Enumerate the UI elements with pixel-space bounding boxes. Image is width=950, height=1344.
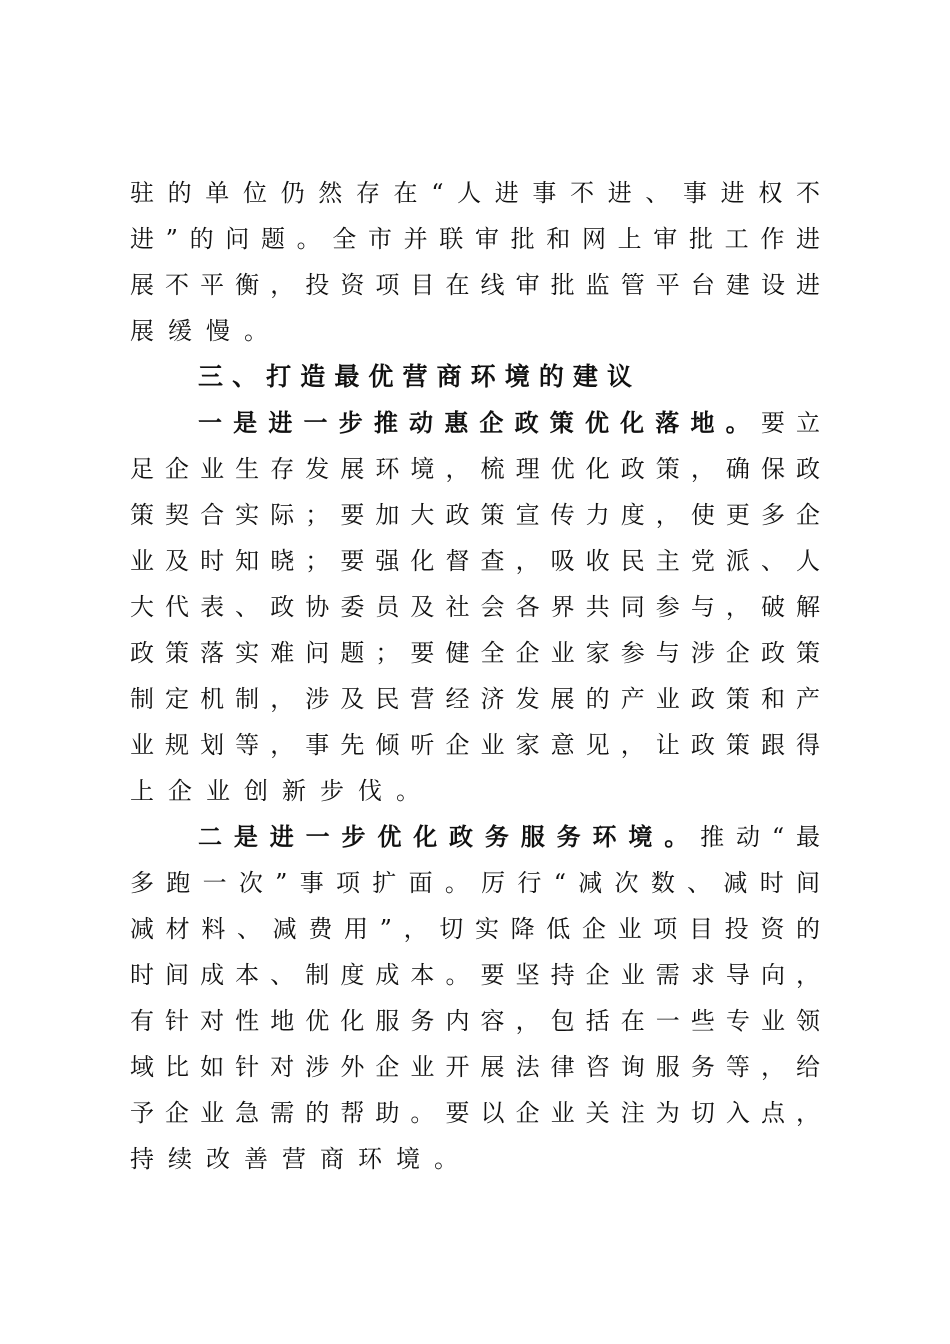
paragraph-line: 有针对性地优化服务内容，包括在一些专业领	[130, 1007, 822, 1035]
paragraph-line: 域比如针对涉外企业开展法律咨询服务等，给	[130, 1053, 822, 1081]
paragraph-lead: 二是进一步优化政务服务环境。	[198, 823, 701, 851]
paragraph-line: 业及时知晓；要强化督查，吸收民主党派、人	[130, 547, 822, 575]
paragraph-line: 多跑一次”事项扩面。厉行“减次数、减时间	[130, 869, 822, 897]
paragraph-line: 制定机制，涉及民营经济发展的产业政策和产	[130, 685, 822, 713]
paragraph-lead-rest: 要立	[760, 409, 823, 437]
paragraph-line: 予企业急需的帮助。要以企业关注为切入点，	[130, 1099, 822, 1127]
paragraph-line: 大代表、政协委员及社会各界共同参与，破解	[130, 593, 822, 621]
paragraph-line: 策契合实际；要加大政策宣传力度，使更多企	[130, 501, 822, 529]
paragraph-line: 展缓慢。	[130, 317, 282, 345]
section-heading: 三、打造最优营商环境的建议	[198, 362, 638, 391]
paragraph-lead-rest: 推动“最	[700, 823, 822, 851]
paragraph-line: 业规划等，事先倾听企业家意见，让政策跟得	[130, 731, 822, 759]
paragraph-line: 驻的单位仍然存在“人进事不进、事进权不	[130, 179, 822, 207]
paragraph-line: 减材料、减费用”，切实降低企业项目投资的	[130, 915, 822, 943]
paragraph-first-line	[198, 820, 822, 854]
paragraph-line: 展不平衡，投资项目在线审批监管平台建设进	[130, 271, 822, 299]
paragraph-line: 政策落实难问题；要健全企业家参与涉企政策	[130, 639, 822, 667]
paragraph-line: 足企业生存发展环境，梳理优化政策，确保政	[130, 455, 822, 483]
paragraph-first-line	[198, 406, 822, 440]
paragraph-line: 进”的问题。全市并联审批和网上审批工作进	[130, 225, 822, 253]
paragraph-line: 上企业创新步伐。	[130, 777, 434, 805]
paragraph-lead: 一是进一步推动惠企政策优化落地。	[198, 409, 761, 437]
paragraph-line: 持续改善营商环境。	[130, 1145, 472, 1173]
paragraph-line: 时间成本、制度成本。要坚持企业需求导向，	[130, 961, 822, 989]
